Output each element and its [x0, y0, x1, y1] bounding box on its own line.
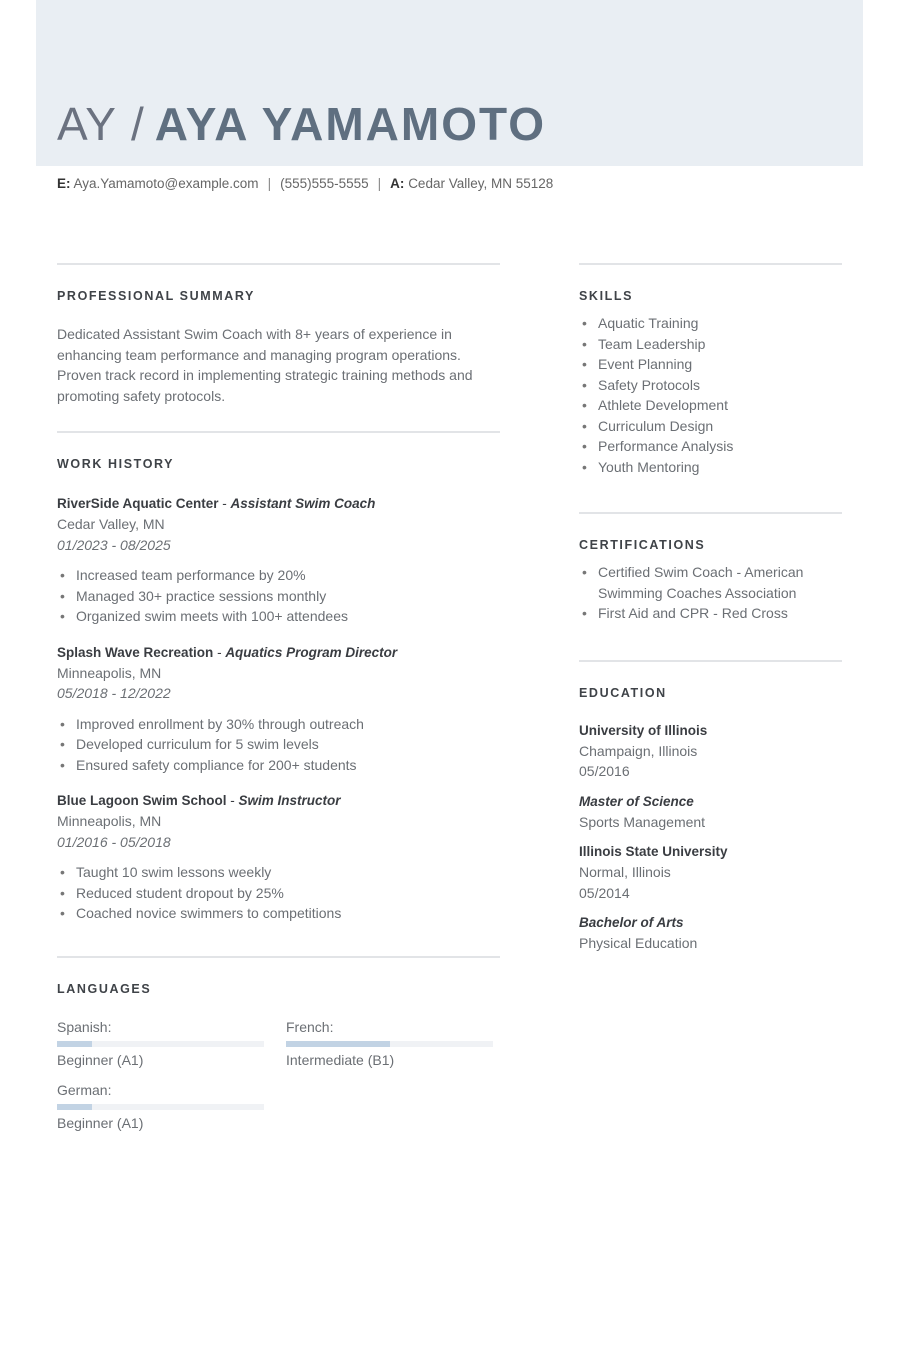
summary-heading: PROFESSIONAL SUMMARY: [57, 289, 255, 303]
skill-item: • Safety Protocols: [579, 375, 842, 396]
name-slash: /: [130, 98, 145, 150]
education-school: Illinois State University: [579, 844, 728, 859]
phone: (555)555-5555: [280, 176, 369, 191]
language-item: [57, 1081, 286, 1132]
email-label: E:: [57, 176, 71, 191]
job-bullet: • Organized swim meets with 100+ attendees: [57, 606, 500, 627]
language-level: Beginner (A1): [57, 1051, 144, 1068]
contact-separator: |: [377, 176, 382, 191]
job-title: Assistant Swim Coach: [230, 496, 376, 511]
language-level: Beginner (A1): [57, 1114, 144, 1131]
education-degree-block: [579, 913, 842, 954]
job-dates: 01/2023 - 08/2025: [57, 536, 171, 553]
address-label: A:: [390, 176, 405, 191]
job-bullet: • Increased team performance by 20%: [57, 565, 500, 586]
skills-list: [579, 313, 842, 477]
skill-item: • Team Leadership: [579, 334, 842, 355]
job-entry: [57, 791, 500, 924]
summary-text: Dedicated Assistant Swim Coach with 8+ years of experience in enhancing team performance and managing program operations. Proven track record in implementing strategic training methods and promoting safety protocols.: [57, 326, 473, 404]
email: Aya.Yamamoto@example.com: [73, 176, 259, 191]
education-heading: EDUCATION: [579, 685, 667, 700]
education-degree: Bachelor of Arts: [579, 915, 684, 930]
skill-item: • Athlete Development: [579, 395, 842, 416]
education-school: University of Illinois: [579, 722, 708, 738]
language-proficiency-bar: [286, 1041, 493, 1047]
language-item: [57, 1018, 286, 1069]
job-bullet: • Taught 10 swim lessons weekly: [57, 862, 500, 883]
job-bullet: • Coached novice swimmers to competitions: [57, 903, 500, 924]
certification-item: • Certified Swim Coach - American Swimming Coaches Association: [579, 562, 842, 603]
job-dates: 01/2016 - 05/2018: [57, 833, 171, 850]
section-divider: [579, 263, 842, 265]
education-location: Champaign, Illinois: [579, 742, 698, 759]
job-title: Aquatics Program Director: [225, 644, 398, 660]
certifications-list: [579, 562, 842, 624]
address: Cedar Valley, MN 55128: [408, 176, 554, 191]
name-heading: [57, 96, 546, 152]
skill-item: • Curriculum Design: [579, 416, 842, 437]
education-field: Physical Education: [579, 935, 698, 951]
job-header: [57, 494, 500, 514]
job-header: [57, 791, 500, 811]
contact-separator: |: [267, 176, 272, 191]
education-degree: Master of Science: [579, 793, 694, 809]
skill-item: • Youth Mentoring: [579, 457, 842, 478]
full-name: AYA YAMAMOTO: [154, 98, 547, 150]
certification-item: • First Aid and CPR - Red Cross: [579, 603, 842, 624]
language-name: Spanish:: [57, 1018, 112, 1035]
skill-item: • Performance Analysis: [579, 436, 842, 457]
section-divider: [57, 956, 500, 958]
education-location: Normal, Illinois: [579, 864, 671, 880]
job-location: Minneapolis, MN: [57, 664, 162, 681]
language-proficiency-bar: [57, 1041, 264, 1047]
job-bullets: [57, 714, 500, 776]
job-dates: 05/2018 - 12/2022: [57, 685, 171, 701]
language-proficiency-fill: [286, 1041, 390, 1047]
job-bullets: [57, 565, 500, 627]
languages-heading: LANGUAGES: [57, 981, 152, 996]
skill-item: • Event Planning: [579, 354, 842, 375]
skill-item: • Aquatic Training: [579, 313, 842, 334]
section-divider: [57, 431, 500, 433]
job-entry: [57, 494, 500, 627]
education-school-block: [579, 842, 842, 903]
job-bullet: • Reduced student dropout by 25%: [57, 883, 500, 904]
job-header: [57, 643, 500, 663]
languages-list: [57, 1018, 500, 1132]
education-list: [579, 721, 842, 954]
job-company: Splash Wave Recreation: [57, 644, 214, 660]
job-bullets: [57, 862, 500, 924]
language-proficiency-bar: [57, 1104, 264, 1110]
education-date: 05/2016: [579, 763, 630, 779]
left-column: [57, 263, 500, 1132]
job-location: Cedar Valley, MN: [57, 516, 165, 532]
job-title: Swim Instructor: [238, 793, 341, 808]
name-initials: AY: [57, 98, 117, 150]
education-date: 05/2014: [579, 884, 630, 901]
job-dash: -: [213, 644, 226, 660]
job-bullet: • Developed curriculum for 5 swim levels: [57, 734, 500, 755]
education-degree-block: [579, 792, 842, 833]
job-company: RiverSide Aquatic Center: [57, 496, 219, 511]
section-divider: [57, 263, 500, 265]
section-divider: [579, 512, 842, 514]
education-school-block: [579, 721, 842, 782]
language-name: French:: [286, 1018, 334, 1035]
job-company: Blue Lagoon Swim School: [57, 793, 227, 808]
job-dash: -: [226, 793, 239, 808]
language-proficiency-fill: [57, 1104, 92, 1110]
work-history-heading: WORK HISTORY: [57, 457, 175, 471]
education-field: Sports Management: [579, 813, 706, 830]
language-level: Intermediate (B1): [286, 1051, 395, 1068]
job-bullet: • Improved enrollment by 30% through outreach: [57, 714, 500, 735]
job-location: Minneapolis, MN: [57, 813, 162, 829]
contact-line: [57, 176, 553, 191]
language-proficiency-fill: [57, 1041, 92, 1047]
job-entry: [57, 643, 500, 776]
job-dash: -: [218, 496, 231, 511]
skills-heading: SKILLS: [579, 289, 634, 303]
language-name: German:: [57, 1081, 112, 1098]
language-item: [286, 1018, 496, 1069]
certifications-heading: CERTIFICATIONS: [579, 538, 706, 552]
section-divider: [579, 660, 842, 662]
right-column: [579, 263, 842, 964]
job-bullet: • Managed 30+ practice sessions monthly: [57, 586, 500, 607]
job-bullet: • Ensured safety compliance for 200+ students: [57, 755, 500, 776]
